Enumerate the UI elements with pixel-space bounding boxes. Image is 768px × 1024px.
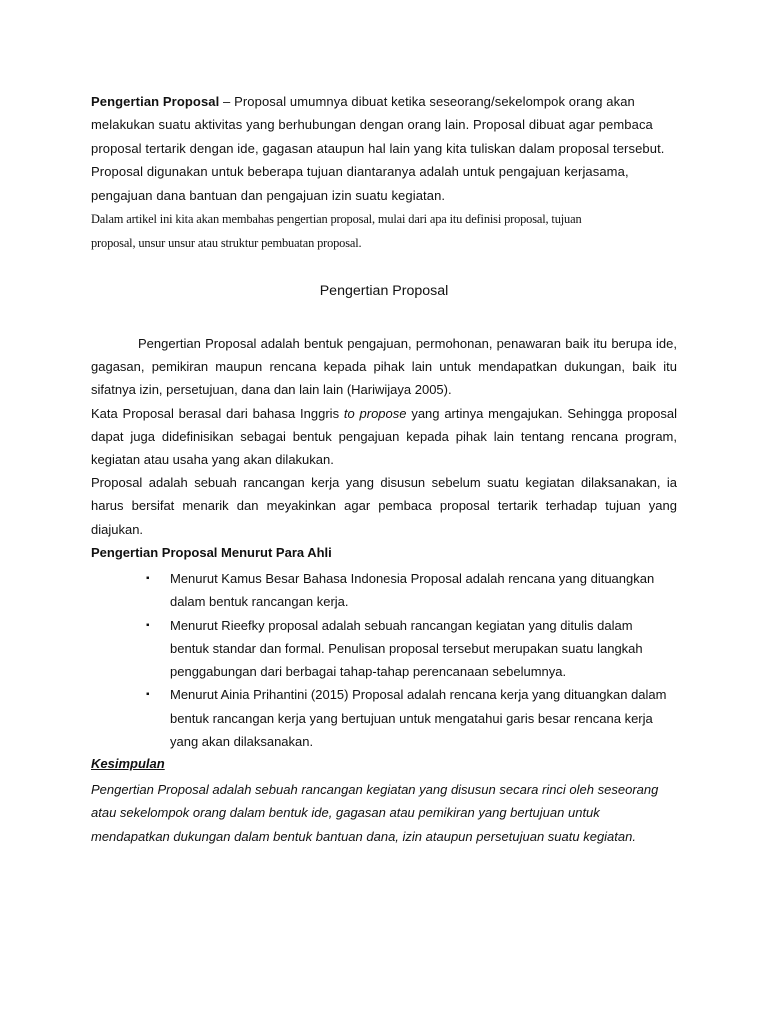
list-item-line: dalam bentuk rancangan kerja. xyxy=(170,594,349,610)
conclusion-title: Kesimpulan xyxy=(91,756,165,771)
experts-heading: Pengertian Proposal Menurut Para Ahli xyxy=(91,545,332,560)
definition-paragraph-2 xyxy=(91,402,677,472)
paragraph-2-after: yang artinya mengajukan. Sehingga proposal dapat juga didefinisikan sebagai bentuk pengajuan kepada pihak lain tentang rencana program, kegiatan atau usaha yang akan dilakukan. xyxy=(91,405,677,468)
conclusion-paragraph xyxy=(91,778,681,848)
intro-text: Proposal umumnya dibuat ketika seseorang/sekelompok orang akan xyxy=(234,94,635,109)
intro-paragraph xyxy=(91,90,681,207)
intro-line: melakukan suatu aktivitas yang berhubungan dengan orang lain. Proposal dibuat agar pembaca xyxy=(91,117,653,133)
list-item-line: bentuk rancangan kerja yang bertujuan untuk mengatahui garis besar rencana kerja xyxy=(170,710,653,726)
intro-line: proposal tertarik dengan ide, gagasan ataupun hal lain yang kita tuliskan dalam proposal tersebut. xyxy=(91,140,665,156)
list-item xyxy=(146,567,676,614)
list-item-line: penggabungan dari berbagai tahap-tahap perencanaan sebelumnya. xyxy=(170,664,567,680)
list-item-line: bentuk standar dan formal. Penulisan proposal tersebut merupakan suatu langkah xyxy=(170,640,643,656)
list-item-line: Menurut Kamus Besar Bahasa Indonesia Proposal adalah rencana yang dituangkan xyxy=(170,571,655,586)
article-note xyxy=(91,207,691,255)
intro-line xyxy=(91,90,681,113)
conclusion-line: Pengertian Proposal adalah sebuah rancangan kegiatan yang disusun secara rinci oleh seseorang xyxy=(91,782,659,797)
definition-body xyxy=(91,332,677,541)
conclusion-line: atau sekelompok orang dalam bentuk ide, gagasan atau pemikiran yang bertujuan untuk xyxy=(91,805,600,821)
list-item-line: Menurut Ainia Prihantini (2015) Proposal adalah rencana kerja yang dituangkan dalam xyxy=(170,687,667,703)
definition-paragraph-1: Pengertian Proposal adalah bentuk pengajuan, permohonan, penawaran baik itu berupa ide, gagasan, pemikiran maupun rencana kepada pihak lain untuk mendapatkan dukungan, baik itu sifatnya izin, persetujuan, dana dan lain lain (Hariwijaya 2005). xyxy=(91,336,677,398)
section-heading: Pengertian Proposal xyxy=(319,283,449,299)
paragraph-2-before: Kata Proposal berasal dari bahasa Inggris xyxy=(91,405,344,421)
intro-line: Proposal digunakan untuk beberapa tujuan diantaranya adalah untuk pengajuan kerjasama, xyxy=(91,164,629,180)
article-note-line: Dalam artikel ini kita akan membahas pengertian proposal, mulai dari apa itu definisi proposal, tujuan xyxy=(91,212,582,226)
bullet-icon: ▪ xyxy=(146,689,150,701)
list-item xyxy=(146,614,676,684)
list-item xyxy=(146,683,676,753)
experts-list xyxy=(146,567,676,753)
bullet-icon: ▪ xyxy=(146,573,150,584)
list-item-line: Menurut Rieefky proposal adalah sebuah rancangan kegiatan yang ditulis dalam xyxy=(170,617,633,633)
article-note-line: proposal, unsur unsur atau struktur pembuatan proposal. xyxy=(91,236,362,250)
intro-term: Pengertian Proposal xyxy=(91,94,220,109)
definition-paragraph-3: Proposal adalah sebuah rancangan kerja yang disusun sebelum suatu kegiatan dilaksanakan, ia harus bersifat menarik dan meyakinkan agar pembaca proposal tertarik terhadap tujuan yang diajukan. xyxy=(91,475,677,537)
bullet-icon: ▪ xyxy=(146,619,150,631)
paragraph-2-italic: to propose xyxy=(343,405,407,421)
intro-line: pengajuan dana bantuan dan pengajuan izin suatu kegiatan. xyxy=(91,187,446,203)
intro-dash: – xyxy=(219,94,235,109)
conclusion-line: mendapatkan dukungan dalam bentuk bantuan dana, izin ataupun persetujuan suatu kegiatan. xyxy=(91,828,636,844)
list-item-line: yang akan dilaksanakan. xyxy=(170,734,314,750)
